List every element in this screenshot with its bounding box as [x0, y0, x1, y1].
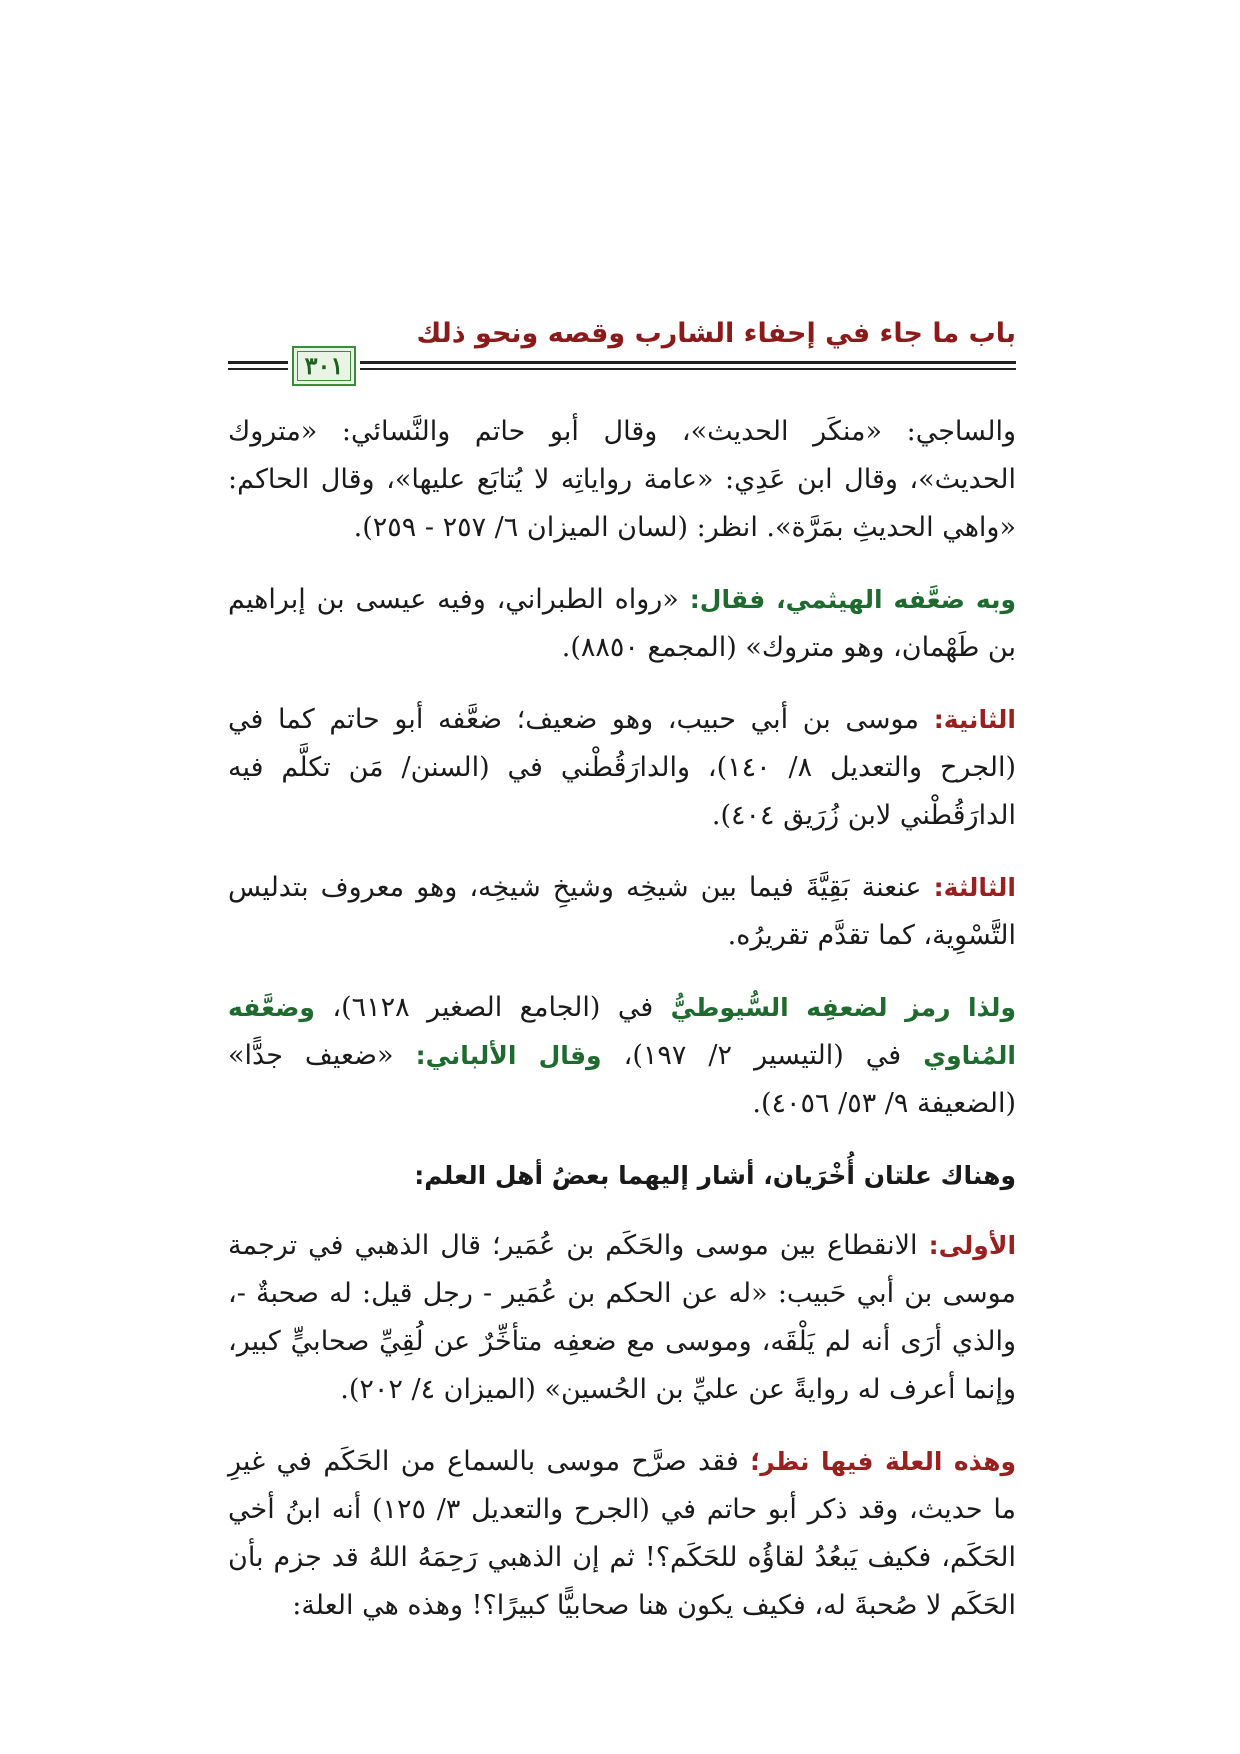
paragraph — [228, 696, 1016, 840]
highlighted-label: الثانية: — [918, 705, 1016, 734]
page-body — [228, 408, 1016, 1654]
body-text: في (التيسير ٢/ ١٩٧)، — [601, 1040, 924, 1071]
highlighted-label: الأولى: — [917, 1231, 1017, 1260]
paragraph — [228, 1222, 1016, 1414]
body-text: والساجي: «منكَر الحديث»، وقال أبو حاتم والنَّسائي: «متروك الحديث»، وقال ابن عَدِي: «عامة رواياتِه لا يُتابَع عليها»، وقال الحاكم: «واهي الحديثِ بمَرَّة». انظر: (لسان الميزان ٦/ ٢٥٧ - ٢٥٩). — [228, 416, 1016, 543]
body-text: الانقطاع بين موسى والحَكَم بن عُمَير؛ قال الذهبي في ترجمة موسى بن أبي حَبيب: «له عن الحكم بن عُمَير - رجل قيل: له صحبةٌ -، والذي أرَى أنه لم يَلْقَه، وموسى مع ضعفِه متأخِّرٌ عن لُقِيِّ صحابيٍّ كبير، وإنما أعرف له روايةً عن عليِّ بن الحُسين» (الميزان ٤/ ٢٠٢). — [228, 1230, 1016, 1405]
header-rule-right-thin — [360, 368, 1016, 370]
highlighted-label: وضعَّفه المُناوي — [228, 993, 1016, 1070]
paragraph — [228, 1438, 1016, 1630]
header-rule-left — [228, 361, 288, 364]
paragraph — [228, 576, 1016, 672]
section-heading — [228, 1152, 1016, 1200]
body-text: «ضعيف جدًّا» (الضعيفة ٩/ ٥٣/ ٤٠٥٦). — [228, 1040, 1016, 1119]
highlighted-label: الثالثة: — [921, 873, 1016, 902]
paragraph — [228, 864, 1016, 960]
body-text: عنعنة بَقِيَّةَ فيما بين شيخِه وشيخِ شيخِه، وهو معروف بتدليس التَّسْوِية، كما تقدَّم تقريرُه. — [228, 872, 1016, 951]
header-rule-right — [360, 361, 1016, 364]
body-text: موسى بن أبي حبيب، وهو ضعيف؛ ضعَّفه أبو حاتم كما في (الجرح والتعديل ٨/ ١٤٠)، والدارَقُطْني في (السنن/ مَن تكلَّم فيه الدارَقُطْني لابن زُرَيق ٤٠٤). — [228, 704, 1016, 831]
header-rule-left-thin — [228, 368, 288, 370]
highlighted-label: وبه ضعَّفه الهيثمي، فقال: — [678, 585, 1016, 614]
chapter-title: باب ما جاء في إحفاء الشارب وقصه ونحو ذلك — [416, 318, 1016, 349]
paragraph — [228, 408, 1016, 552]
highlighted-label: وهذه العلة فيها نظر؛ — [738, 1447, 1017, 1476]
paragraph — [228, 984, 1016, 1128]
body-text: فقد صرَّح موسى بالسماع من الحَكَم في غيرِ ما حديث، وقد ذكر أبو حاتم في (الجرح والتعديل ٣/ ١٢٥) أنه ابنُ أخي الحَكَم، فكيف يَبعُدُ لقاؤُه للحَكَم؟! ثم إن الذهبي رَحِمَهُ اللهُ قد جزم بأن الحَكَم لا صُحبةَ له، فكيف يكون هنا صحابيًّا كبيرًا؟! وهذه هي العلة: — [228, 1446, 1017, 1621]
page-header — [228, 318, 1016, 388]
page-number-badge — [292, 346, 356, 386]
highlighted-label: وقال الألباني: — [393, 1041, 602, 1070]
page-number: ٣٠١ — [304, 351, 344, 380]
body-text: في (الجامع الصغير ٦١٢٨)، — [314, 992, 671, 1023]
body-text: «رواه الطبراني، وفيه عيسى بن إبراهيم بن طَهْمان، وهو متروك» (المجمع ٨٨٥٠). — [228, 584, 1016, 663]
body-text: وهناك علتان أُخْرَيان، أشار إليهما بعضُ أهل العلم: — [414, 1161, 1016, 1190]
highlighted-label: ولذا رمز لضعفِه السُّيوطيُّ — [670, 993, 1016, 1022]
